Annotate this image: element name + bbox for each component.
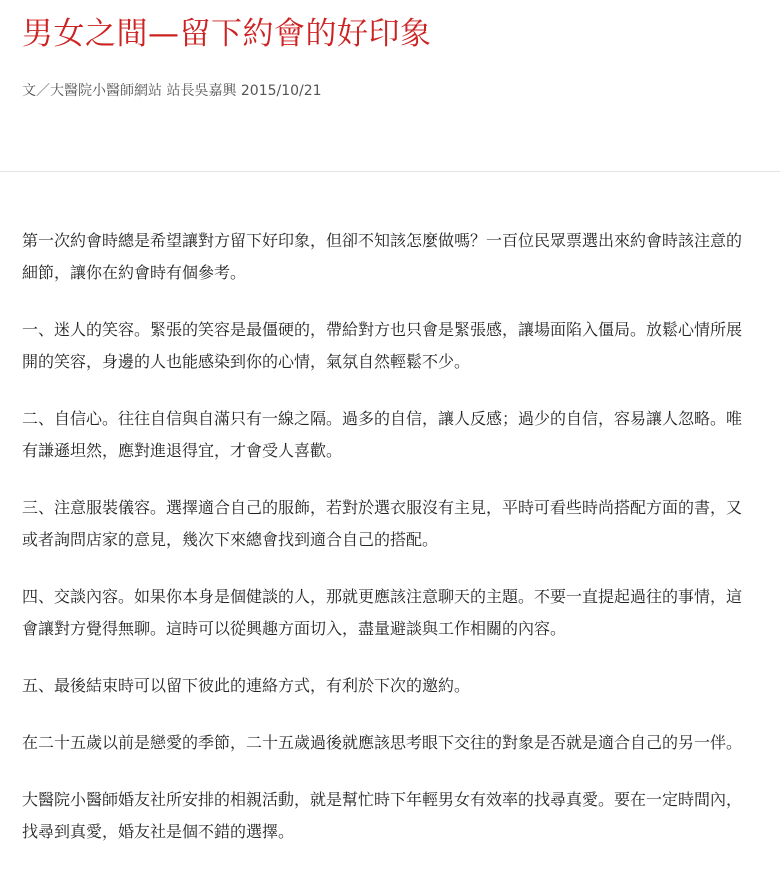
article-body [22, 225, 757, 873]
paragraph-intro: 第一次約會時總是希望讓對方留下好印象，但卻不知該怎麼做嗎？一百位民眾票選出來約會時該注意的細節，讓你在約會時有個參考。 [22, 231, 743, 282]
paragraph-tip-conversation: 四、交談內容。如果你本身是個健談的人，那就更應該注意聊天的主題。不要一直提起過往的事情，這會讓對方覺得無聊。這時可以從興趣方面切入，盡量避談與工作相關的內容。 [22, 587, 743, 638]
article-byline: 文／大醫院小醫師網站 站長吳嘉興 2015/10/21 [22, 83, 322, 99]
article-title: 男女之間—留下約會的好印象 [22, 16, 432, 52]
paragraph-tip-contact: 五、最後結束時可以留下彼此的連絡方式，有利於下次的邀約。 [22, 676, 471, 695]
paragraph-agency-promo: 大醫院小醫師婚友社所安排的相親活動，就是幫忙時下年輕男女有效率的找尋真愛。要在一定時間內，找尋到真愛，婚友社是個不錯的選擇。 [22, 790, 743, 841]
header-divider [0, 171, 780, 172]
paragraph-age-advice: 在二十五歲以前是戀愛的季節，二十五歲過後就應該思考眼下交往的對象是否就是適合自己的另一伴。 [22, 733, 743, 752]
paragraph-tip-smile: 一、迷人的笑容。緊張的笑容是最僵硬的，帶給對方也只會是緊張感，讓場面陷入僵局。放鬆心情所展開的笑容，身邊的人也能感染到你的心情，氣氛自然輕鬆不少。 [22, 320, 743, 371]
paragraph-tip-confidence: 二、自信心。往往自信與自滿只有一線之隔。過多的自信，讓人反感；過少的自信，容易讓人忽略。唯有謙遜坦然，應對進退得宜，才會受人喜歡。 [22, 409, 743, 460]
paragraph-tip-appearance: 三、注意服裝儀容。選擇適合自己的服飾，若對於選衣服沒有主見，平時可看些時尚搭配方面的書，又或者詢問店家的意見，幾次下來總會找到適合自己的搭配。 [22, 498, 743, 549]
